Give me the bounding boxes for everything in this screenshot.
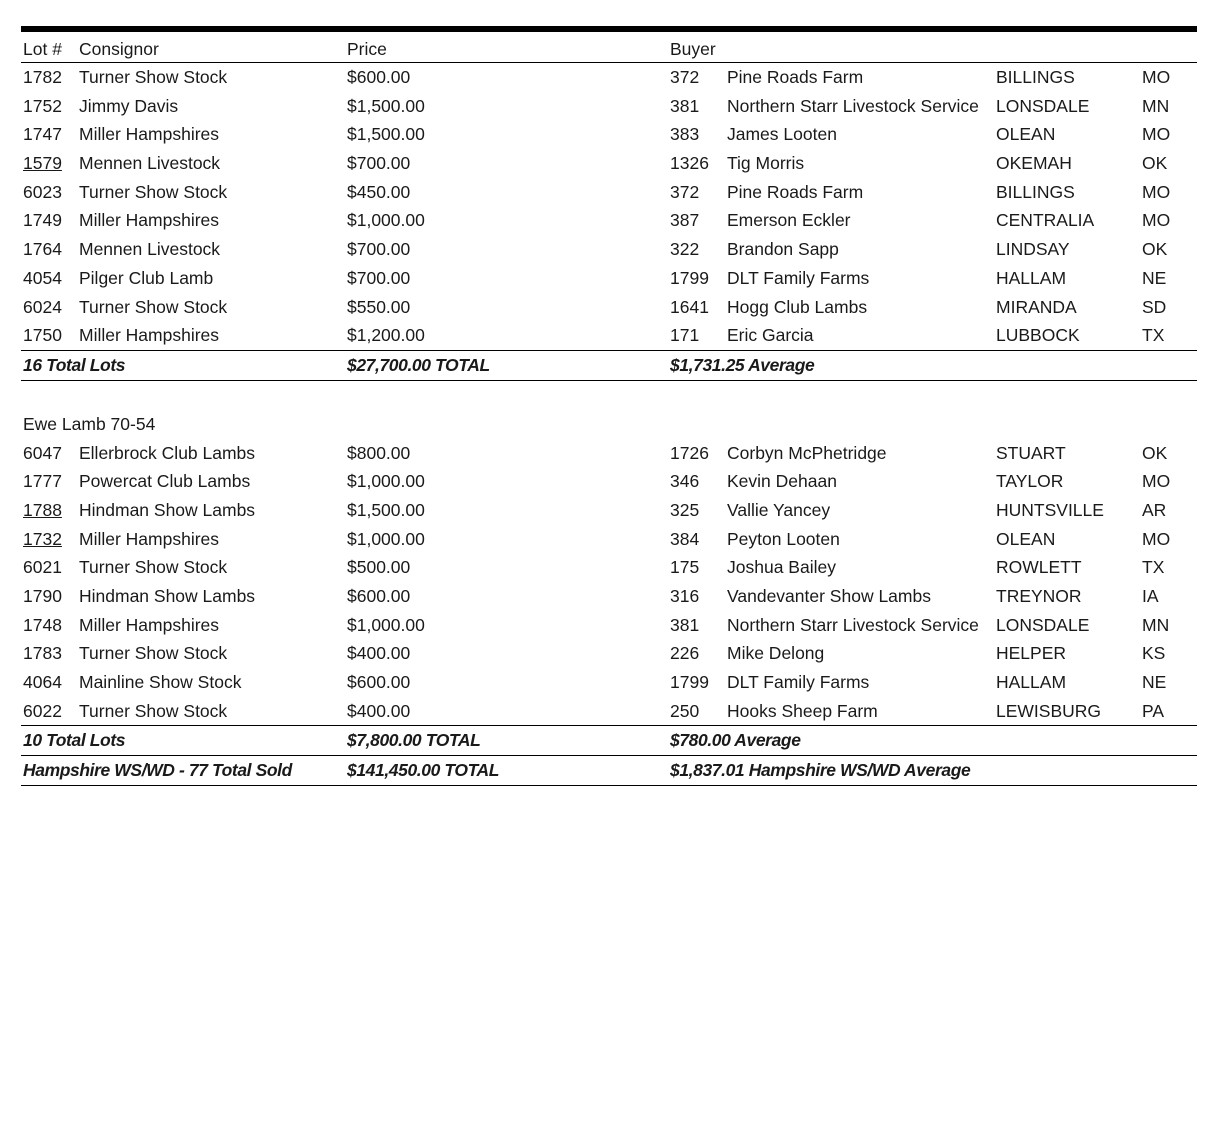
price: $1,500.00 — [347, 95, 425, 116]
consignor: Mennen Livestock — [79, 153, 221, 174]
buyer-name: Peyton Looten — [727, 528, 840, 549]
buyer-number: 1326 — [670, 153, 709, 174]
table-row — [21, 639, 1197, 668]
lot-number: 1747 — [23, 124, 62, 145]
consignor: Pilger Club Lamb — [79, 267, 214, 288]
price: $600.00 — [347, 672, 411, 693]
consignor: Turner Show Stock — [79, 67, 228, 87]
lot-number: 1750 — [23, 325, 62, 346]
consignor: Miller Hampshires — [79, 124, 220, 145]
price: $1,000.00 — [347, 471, 425, 492]
buyer-number: 1726 — [670, 442, 709, 463]
consignor: Hindman Show Lambs — [79, 499, 256, 520]
lot-number: 1764 — [23, 239, 62, 260]
buyer-name: Eric Garcia — [727, 325, 814, 346]
buyer-city: HELPER — [996, 643, 1067, 664]
section2-total-lots: 10 Total Lots — [23, 730, 126, 751]
buyer-city: LINDSAY — [996, 239, 1070, 260]
consignor: Powercat Club Lambs — [79, 471, 251, 492]
section2-total-row — [21, 725, 1197, 756]
buyer-number: 250 — [670, 700, 700, 721]
buyer-number: 346 — [670, 471, 700, 492]
buyer-name: Emerson Eckler — [727, 210, 851, 231]
consignor: Turner Show Stock — [79, 557, 228, 578]
buyer-city: BILLINGS — [996, 67, 1075, 87]
section2-average: $780.00 Average — [670, 730, 801, 751]
buyer-state: MO — [1142, 471, 1171, 492]
price: $1,000.00 — [347, 210, 425, 231]
buyer-name: Kevin Dehaan — [727, 471, 837, 492]
table-row — [21, 235, 1197, 264]
grand-total-average: $1,837.01 Hampshire WS/WD Average — [670, 760, 971, 781]
lot-number: 6047 — [23, 442, 62, 463]
lot-number: 1732 — [23, 528, 62, 549]
section1-average: $1,731.25 Average — [670, 354, 815, 375]
buyer-state: MO — [1142, 528, 1171, 549]
buyer-number: 325 — [670, 499, 700, 520]
lot-number: 4064 — [23, 672, 62, 693]
buyer-name: Hooks Sheep Farm — [727, 700, 878, 721]
table-row — [21, 92, 1197, 121]
price: $400.00 — [347, 643, 411, 664]
buyer-name: Vandevanter Show Lambs — [727, 586, 931, 606]
consignor: Turner Show Stock — [79, 643, 228, 664]
buyer-number: 226 — [670, 643, 700, 664]
buyer-state: KS — [1142, 643, 1166, 664]
buyer-city: MIRANDA — [996, 296, 1077, 317]
price: $600.00 — [347, 586, 411, 606]
lot-number: 1782 — [23, 67, 62, 87]
buyer-state: AR — [1142, 499, 1167, 520]
sale-results-sheet — [21, 26, 1197, 786]
buyer-city: OKEMAH — [996, 153, 1072, 174]
grand-total-label: Hampshire WS/WD - 77 Total Sold — [23, 760, 292, 781]
table-header — [21, 32, 1197, 63]
consignor: Turner Show Stock — [79, 296, 228, 317]
buyer-state: NE — [1142, 267, 1167, 288]
section1-total-row — [21, 350, 1197, 381]
header-buyer: Buyer — [670, 39, 716, 59]
lot-number: 6023 — [23, 181, 62, 202]
table-row — [21, 467, 1197, 496]
buyer-name: Joshua Bailey — [727, 557, 836, 578]
buyer-name: DLT Family Farms — [727, 672, 870, 693]
lot-number: 1790 — [23, 586, 62, 606]
table-row — [21, 553, 1197, 582]
section2-title: Ewe Lamb 70-54 — [23, 413, 156, 434]
buyer-state: MO — [1142, 124, 1171, 145]
section1-total-price: $27,700.00 TOTAL — [347, 354, 490, 375]
buyer-name: Northern Starr Livestock Service — [727, 95, 979, 116]
buyer-state: IA — [1142, 586, 1159, 606]
header-lot: Lot # — [23, 39, 62, 59]
lot-number: 1783 — [23, 643, 62, 664]
buyer-city: STUART — [996, 442, 1066, 463]
buyer-number: 383 — [670, 124, 700, 145]
table-row — [21, 321, 1197, 350]
consignor: Mennen Livestock — [79, 239, 221, 260]
table-row — [21, 525, 1197, 554]
consignor: Turner Show Stock — [79, 181, 228, 202]
price: $700.00 — [347, 267, 411, 288]
buyer-number: 322 — [670, 239, 700, 260]
buyer-state: MO — [1142, 210, 1171, 231]
table-row — [21, 264, 1197, 293]
lot-number: 6022 — [23, 700, 62, 721]
buyer-state: MN — [1142, 95, 1170, 116]
price: $1,000.00 — [347, 614, 425, 635]
buyer-name: Vallie Yancey — [727, 499, 831, 520]
buyer-city: LUBBOCK — [996, 325, 1080, 346]
price: $450.00 — [347, 181, 411, 202]
price: $1,200.00 — [347, 325, 425, 346]
table-row — [21, 582, 1197, 611]
consignor: Miller Hampshires — [79, 528, 220, 549]
lot-number: 6024 — [23, 296, 62, 317]
section2-rows — [21, 439, 1197, 726]
lot-number: 1579 — [23, 153, 62, 174]
buyer-state: OK — [1142, 239, 1168, 260]
buyer-state: TX — [1142, 325, 1165, 346]
buyer-city: OLEAN — [996, 528, 1056, 549]
section1-rows — [21, 63, 1197, 350]
consignor: Ellerbrock Club Lambs — [79, 442, 256, 463]
buyer-number: 175 — [670, 557, 700, 578]
lot-number: 4054 — [23, 267, 62, 288]
buyer-number: 384 — [670, 528, 700, 549]
buyer-name: Corbyn McPhetridge — [727, 442, 887, 463]
section1-total-lots: 16 Total Lots — [23, 354, 126, 375]
table-row — [21, 697, 1197, 726]
table-row — [21, 120, 1197, 149]
buyer-name: Pine Roads Farm — [727, 181, 864, 202]
buyer-state: MO — [1142, 67, 1171, 87]
header-price: Price — [347, 39, 387, 59]
consignor: Turner Show Stock — [79, 700, 228, 721]
buyer-state: SD — [1142, 296, 1167, 317]
section2-total-price: $7,800.00 TOTAL — [347, 730, 481, 751]
buyer-state: MO — [1142, 181, 1171, 202]
price: $700.00 — [347, 153, 411, 174]
buyer-city: HUNTSVILLE — [996, 499, 1104, 520]
lot-number: 1748 — [23, 614, 62, 635]
table-row — [21, 611, 1197, 640]
grand-total-price: $141,450.00 TOTAL — [347, 760, 500, 781]
table-row — [21, 149, 1197, 178]
price: $550.00 — [347, 296, 411, 317]
buyer-number: 372 — [670, 181, 700, 202]
table-row — [21, 496, 1197, 525]
lot-number: 1777 — [23, 471, 62, 492]
table-row — [21, 206, 1197, 235]
consignor: Hindman Show Lambs — [79, 586, 256, 606]
buyer-state: PA — [1142, 700, 1165, 721]
price: $700.00 — [347, 239, 411, 260]
buyer-city: TREYNOR — [996, 586, 1082, 606]
table-row — [21, 293, 1197, 322]
consignor: Miller Hampshires — [79, 210, 220, 231]
buyer-city: ROWLETT — [996, 557, 1082, 578]
buyer-name: Brandon Sapp — [727, 239, 839, 260]
buyer-name: Hogg Club Lambs — [727, 296, 868, 317]
buyer-name: Tig Morris — [727, 153, 805, 174]
buyer-city: LONSDALE — [996, 95, 1090, 116]
consignor: Mainline Show Stock — [79, 672, 242, 693]
header-consignor: Consignor — [79, 39, 159, 59]
buyer-state: NE — [1142, 672, 1167, 693]
section2-title-row — [21, 409, 1197, 439]
buyer-name: Pine Roads Farm — [727, 67, 864, 87]
buyer-city: LONSDALE — [996, 614, 1090, 635]
buyer-name: Northern Starr Livestock Service — [727, 614, 979, 635]
consignor: Miller Hampshires — [79, 325, 220, 346]
buyer-state: OK — [1142, 153, 1168, 174]
buyer-number: 1799 — [670, 672, 709, 693]
buyer-number: 381 — [670, 95, 700, 116]
price: $1,500.00 — [347, 499, 425, 520]
buyer-city: HALLAM — [996, 267, 1067, 288]
buyer-name: James Looten — [727, 124, 837, 145]
buyer-city: HALLAM — [996, 672, 1067, 693]
table-row — [21, 63, 1197, 92]
buyer-city: TAYLOR — [996, 471, 1064, 492]
lot-number: 6021 — [23, 557, 62, 578]
price: $800.00 — [347, 442, 411, 463]
buyer-name: Mike Delong — [727, 643, 825, 664]
buyer-state: TX — [1142, 557, 1165, 578]
buyer-state: OK — [1142, 442, 1168, 463]
buyer-number: 372 — [670, 67, 700, 87]
buyer-number: 381 — [670, 614, 700, 635]
buyer-city: BILLINGS — [996, 181, 1075, 202]
price: $400.00 — [347, 700, 411, 721]
buyer-number: 1799 — [670, 267, 709, 288]
price: $1,000.00 — [347, 528, 425, 549]
buyer-name: DLT Family Farms — [727, 267, 870, 288]
lot-number: 1749 — [23, 210, 62, 231]
grand-total-row — [21, 756, 1197, 786]
buyer-city: OLEAN — [996, 124, 1056, 145]
buyer-number: 316 — [670, 586, 700, 606]
lot-number: 1788 — [23, 499, 62, 520]
buyer-number: 1641 — [670, 296, 709, 317]
consignor: Jimmy Davis — [79, 95, 179, 116]
buyer-city: LEWISBURG — [996, 700, 1102, 721]
price: $500.00 — [347, 557, 411, 578]
lot-number: 1752 — [23, 95, 62, 116]
buyer-state: MN — [1142, 614, 1170, 635]
table-row — [21, 668, 1197, 697]
buyer-city: CENTRALIA — [996, 210, 1095, 231]
table-row — [21, 439, 1197, 468]
table-row — [21, 178, 1197, 207]
price: $1,500.00 — [347, 124, 425, 145]
price: $600.00 — [347, 67, 411, 87]
consignor: Miller Hampshires — [79, 614, 220, 635]
buyer-number: 387 — [670, 210, 700, 231]
buyer-number: 171 — [670, 325, 700, 346]
spacer — [21, 381, 1197, 393]
